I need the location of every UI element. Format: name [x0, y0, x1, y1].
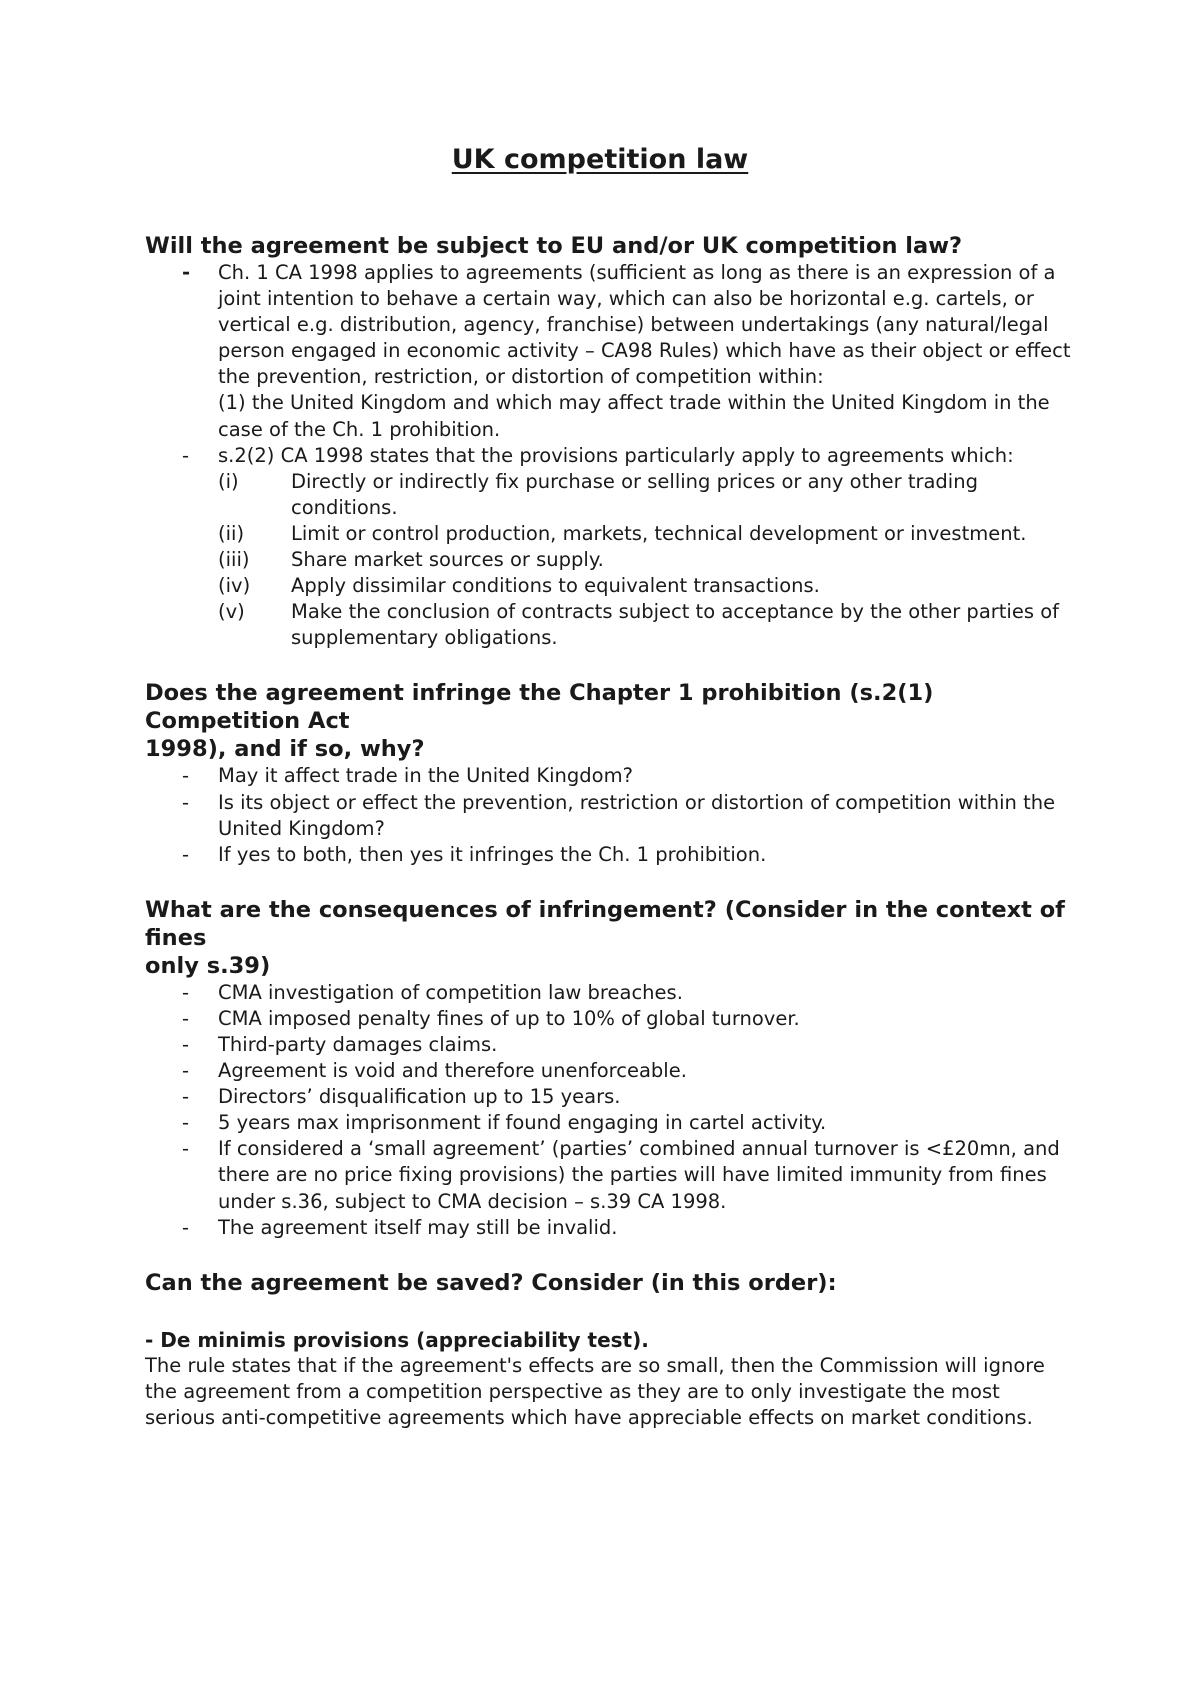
list-item-text: CMA imposed penalty fines of up to 10% of global turnover. — [218, 1006, 800, 1030]
bullet-dash: - — [182, 1032, 190, 1056]
section-heading-consequences — [145, 896, 1075, 980]
list-item — [145, 763, 1075, 789]
list-item-continuation: (1) the United Kingdom and which may affect trade within the United Kingdom in the case of the Ch. 1 prohibition. — [218, 391, 1050, 441]
bullet-dash: - — [182, 1111, 190, 1135]
list-item — [145, 443, 1075, 652]
bullet-dash: - — [182, 1085, 190, 1109]
section-heading-applicability: Will the agreement be subject to EU and/or UK competition law? — [145, 233, 963, 259]
roman-item-text: Apply dissimilar conditions to equivalent transactions. — [291, 574, 820, 598]
list-item — [145, 1136, 1075, 1214]
list-item-text: If yes to both, then yes it infringes the Ch. 1 prohibition. — [218, 842, 767, 866]
roman-list-item — [218, 469, 1075, 521]
consequences-list — [145, 980, 1075, 1241]
list-item-text: Directors’ disqualification up to 15 years. — [218, 1085, 621, 1109]
bullet-dash: - — [182, 1006, 190, 1030]
roman-list-item — [218, 573, 1075, 599]
infringement-list — [145, 763, 1075, 867]
roman-numeral: (i) — [218, 469, 239, 493]
list-item-text: CMA investigation of competition law breaches. — [218, 980, 683, 1004]
heading-line: 1998), and if so, why? — [145, 736, 425, 763]
bullet-dash: - — [182, 842, 190, 866]
list-item — [145, 1058, 1075, 1084]
document-title: UK competition law — [451, 144, 749, 175]
list-item-text: Ch. 1 CA 1998 applies to agreements (sufficient as long as there is an expression of a joint intention to behave a certain way, which can also be horizontal e.g. cartels, or vertical e.g. distribution, agency, franchise) between undertakings (any natural/legal person engaged in economic activity – CA98 Rules) which have as their object or effect the prevention, restriction, or distortion of competition within: — [218, 261, 1071, 389]
roman-numeral: (v) — [218, 600, 245, 624]
roman-item-text: Directly or indirectly fix purchase or selling prices or any other trading conditions. — [291, 469, 978, 519]
list-item — [145, 1110, 1075, 1136]
bullet-dash: - — [182, 261, 191, 284]
roman-item-text: Make the conclusion of contracts subject to acceptance by the other parties of supplementary obligations. — [291, 600, 1059, 650]
roman-list-item — [218, 521, 1075, 547]
document-body — [145, 232, 1075, 1431]
list-item-text: s.2(2) CA 1998 states that the provisions particularly apply to agreements which: — [218, 443, 1014, 467]
list-item — [145, 1215, 1075, 1241]
roman-numeral-list — [218, 469, 1075, 652]
roman-item-text: Limit or control production, markets, technical development or investment. — [291, 521, 1027, 545]
bullet-dash: - — [182, 443, 190, 467]
heading-line: Does the agreement infringe the Chapter 1 prohibition (s.2(1) Competition Act — [145, 680, 934, 735]
list-item-text: Third-party damages claims. — [218, 1032, 498, 1056]
list-item-text: The agreement itself may still be invalid. — [218, 1215, 618, 1239]
heading-line: only s.39) — [145, 952, 271, 979]
heading-line: What are the consequences of infringement? (Consider in the context of fines — [145, 896, 1065, 951]
section-heading-infringement — [145, 679, 1075, 763]
de-minimis-paragraph: The rule states that if the agreement's effects are so small, then the Commission will ignore the agreement from a competition perspective as they are to only investigate the most serious anti-competitive agreements which have appreciable effects on market conditions. — [145, 1353, 1045, 1429]
bullet-dash: - — [182, 790, 190, 814]
roman-item-text: Share market sources or supply. — [291, 548, 604, 572]
roman-numeral: (iii) — [218, 548, 250, 572]
roman-numeral: (iv) — [218, 574, 251, 598]
bullet-dash: - — [182, 764, 190, 788]
applicability-list — [145, 260, 1075, 651]
bullet-dash: - — [182, 1215, 190, 1239]
section-heading-saving: Can the agreement be saved? Consider (in this order): — [145, 1269, 837, 1296]
list-item — [145, 980, 1075, 1006]
list-item-text: If considered a ‘small agreement’ (parties’ combined annual turnover is <£20mn, and there are no price fixing provisions) the parties will have limited immunity from fines under s.36, subject to CMA decision – s.39 CA 1998. — [218, 1137, 1060, 1213]
bullet-dash: - — [182, 980, 190, 1004]
list-item — [145, 842, 1075, 868]
list-item — [145, 260, 1075, 443]
roman-list-item — [218, 599, 1075, 651]
list-item — [145, 1084, 1075, 1110]
de-minimis-subheading: - De minimis provisions (appreciability test). — [145, 1327, 649, 1352]
bullet-dash: - — [182, 1137, 190, 1161]
list-item-text: Agreement is void and therefore unenforceable. — [218, 1059, 687, 1083]
list-item-text: Is its object or effect the prevention, restriction or distortion of competition within the United Kingdom? — [218, 790, 1056, 840]
list-item — [145, 1006, 1075, 1032]
roman-list-item — [218, 547, 1075, 573]
list-item — [145, 1032, 1075, 1058]
bullet-dash: - — [182, 1059, 190, 1083]
roman-numeral: (ii) — [218, 521, 245, 545]
list-item-text: 5 years max imprisonment if found engaging in cartel activity. — [218, 1111, 827, 1135]
list-item — [145, 790, 1075, 842]
list-item-text: May it affect trade in the United Kingdom? — [218, 764, 633, 788]
